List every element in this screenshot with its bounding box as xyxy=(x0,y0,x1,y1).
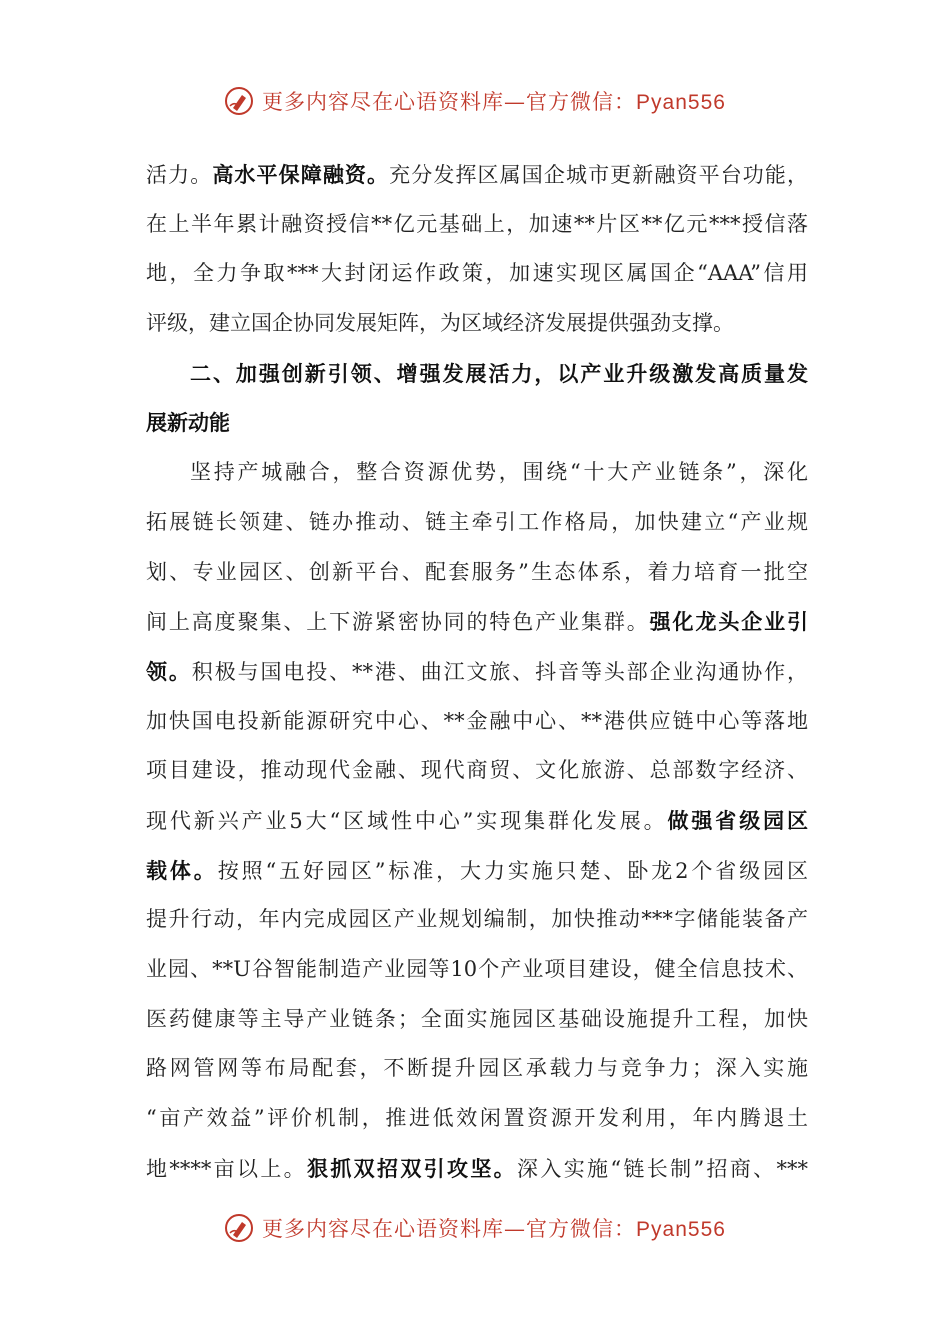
text-segment: 活力。 xyxy=(146,163,213,187)
text-segment: 加快国电投新能源研究中心、**金融中心、**港供应链中心等落地 xyxy=(146,708,808,733)
text-segment: 项目建设，推动现代金融、现代商贸、文化旅游、总部数字经济、 xyxy=(146,758,808,783)
text-line xyxy=(146,1044,808,1094)
text-segment: 充分发挥区属国企城市更新融资平台功能， xyxy=(389,163,809,187)
bold-text-segment: 展新动能 xyxy=(146,410,230,436)
text-line xyxy=(146,1144,808,1194)
text-line xyxy=(146,945,808,995)
text-line xyxy=(146,548,808,598)
text-line xyxy=(146,697,808,747)
text-segment: 地，全力争取***大封闭运作政策，加速实现区属国企“AAA”信用 xyxy=(146,261,808,286)
text-line xyxy=(146,299,808,349)
text-line xyxy=(146,796,808,846)
bold-text-segment: 做强省级园区 xyxy=(667,807,808,833)
watermark-text: 更多内容尽在心语资料库—官方微信：Pyan556 xyxy=(262,90,726,114)
bold-text-segment: 载体。 xyxy=(146,857,218,883)
bold-text-segment: 高水平保障融资。 xyxy=(212,162,390,187)
text-line xyxy=(146,647,808,697)
text-segment: 医药健康等主导产业链条；全面实施园区基础设施提升工程，加快 xyxy=(146,1006,808,1031)
text-segment: 拓展链长领建、链办推动、链主牵引工作格局，加快建立“产业规 xyxy=(146,509,808,534)
watermark-banner-top xyxy=(0,86,950,116)
text-segment: 积极与国电投、**港、曲江文旅、抖音等头部企业沟通协作， xyxy=(191,659,809,684)
text-line xyxy=(146,995,808,1045)
bold-text-segment: 二、加强创新引领、增强发展活力，以产业升级激发高质量发 xyxy=(190,360,808,386)
bold-text-segment: 狠抓双招双引攻坚。 xyxy=(307,1155,518,1181)
text-line xyxy=(146,448,808,498)
text-segment: 深入实施“链长制”招商、*** xyxy=(517,1156,809,1181)
watermark-banner-bottom xyxy=(0,1213,950,1243)
text-line xyxy=(146,398,808,448)
text-segment: 间上高度聚集、上下游紧密协同的特色产业集群。 xyxy=(146,610,650,635)
text-segment: “亩产效益”评价机制，推进低效闲置资源开发利用，年内腾退土 xyxy=(146,1106,808,1131)
pen-nib-logo-icon xyxy=(224,1213,254,1243)
text-line xyxy=(146,597,808,647)
text-line xyxy=(146,895,808,945)
text-segment: 地****亩以上。 xyxy=(146,1156,308,1181)
text-line xyxy=(146,349,808,399)
text-segment: 现代新兴产业5大“区域性中心”实现集群化发展。 xyxy=(146,808,668,833)
text-segment: 评级，建立国企协同发展矩阵，为区域经济发展提供强劲支撑。 xyxy=(146,311,734,336)
text-segment: 路网管网等布局配套，不断提升园区承载力与竞争力；深入实施 xyxy=(146,1056,808,1081)
text-line xyxy=(146,150,808,200)
bold-text-segment: 领。 xyxy=(146,658,192,684)
text-line xyxy=(146,498,808,548)
text-segment: 在上半年累计融资授信**亿元基础上，加速**片区**亿元***授信落 xyxy=(146,211,808,236)
bold-text-segment: 强化龙头企业引 xyxy=(649,609,809,635)
document-body xyxy=(146,150,808,1193)
text-line xyxy=(146,200,808,250)
text-line xyxy=(146,249,808,299)
text-segment: 划、专业园区、创新平台、配套服务”生态体系，着力培育一批空 xyxy=(146,559,808,584)
text-segment: 提升行动，年内完成园区产业规划编制，加快推动***字储能装备产 xyxy=(146,907,808,932)
text-segment: 按照“五好园区”标准，大力实施只楚、卧龙2个省级园区 xyxy=(217,858,808,883)
text-segment: 坚持产城融合，整合资源优势，围绕“十大产业链条”，深化 xyxy=(190,460,808,485)
pen-nib-logo-icon xyxy=(224,86,254,116)
watermark-text: 更多内容尽在心语资料库—官方微信：Pyan556 xyxy=(262,1217,726,1241)
text-segment: 业园、**U谷智能制造产业园等10个产业项目建设，健全信息技术、 xyxy=(146,957,808,981)
text-line xyxy=(146,1094,808,1144)
text-line xyxy=(146,846,808,896)
text-line xyxy=(146,746,808,796)
